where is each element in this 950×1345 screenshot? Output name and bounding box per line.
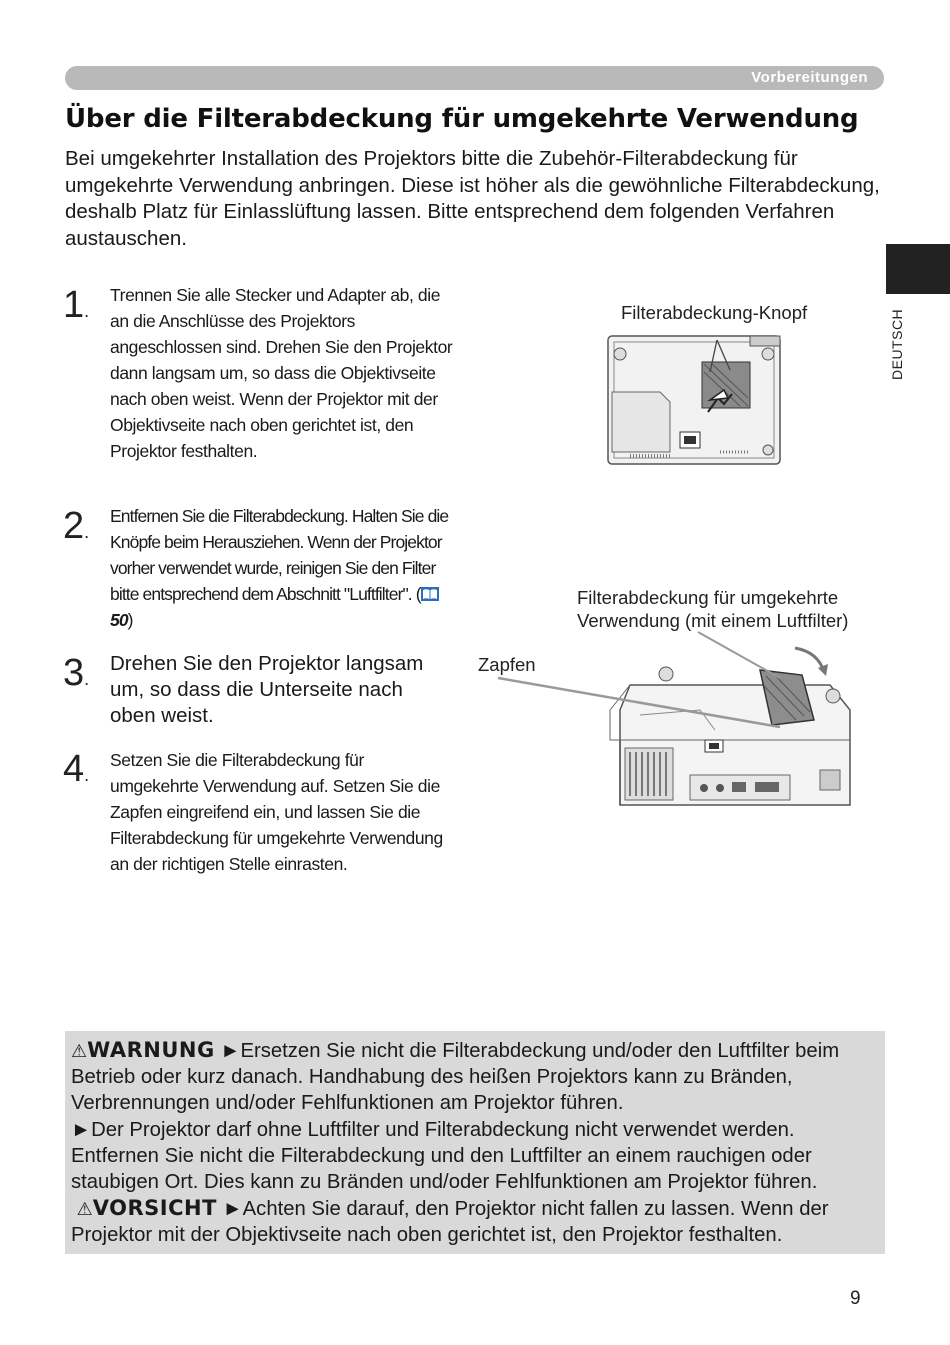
section-label: Vorbereitungen (751, 69, 868, 86)
pointer-icon: ► (222, 1198, 243, 1221)
step-number: 2. (63, 505, 90, 547)
reverse-cover-label-2: Verwendung (mit einem Luftfilter) (577, 610, 849, 631)
pointer-icon: ► (220, 1040, 241, 1062)
caution-label: VORSICHT (92, 1196, 217, 1221)
warning-text: ⚠WARNUNG ►Ersetzen Sie nicht die Filterabdeckung und/oder den Luftfilter beim Betrieb oder kurz danach. Handhabung des heißen Projektors kann zu Bränden, Verbrennungen und/oder Fehlfunktionen am Projektor führen. ►Der Projektor darf ohne Luftfilter und Filterabdeckung nicht verwendet werden. Entfernen Sie nicht die Filterabdeckung und den Luftfilter an einem rauchigen oder staubigen Ort. Dies kann zu Bränden und/oder Fehlfunktionen am Projektor führen. ⚠VORSICHT ►Achten Sie darauf, den Projektor nicht fallen zu lassen. Wenn der Projektor mit der Objektivseite nach oben gerichtet ist, den Projektor festhalten. (71, 1038, 840, 1247)
step-text: Entfernen Sie die Filterabdeckung. Halten Sie die Knöpfe beim Herausziehen. Wenn der Projektor vorher verwendet wurde, reinigen Sie den Filter bitte entsprechend dem Abschnitt "Luftfilter". (50) (110, 506, 449, 630)
page-title: Über die Filterabdeckung für umgekehrte Verwendung (65, 104, 859, 134)
tab-label: Zapfen (478, 654, 536, 675)
step-number: 3. (63, 652, 90, 694)
reverse-cover-label-1: Filterabdeckung für umgekehrte (577, 587, 839, 608)
step-text: Trennen Sie alle Stecker und Adapter ab, die an die Anschlüsse des Projektors angeschlossen sind. Drehen Sie den Projektor dann langsam um, so dass die Objektivseite nach oben weist. Wenn der Projektor mit der Objektivseite nach oben gerichtet ist, den Projektor festhalten. (110, 285, 453, 461)
intro-paragraph: Bei umgekehrter Installation des Projektors bitte die Zubehör-Filterabdeckung für umgekehrte Verwendung anbringen. Diese ist höher als die gewöhnliche Filterabdeckung, deshalb Platz für Einlasslüftung lassen. Bitte entsprechend dem folgenden Verfahren austauschen. (65, 147, 880, 250)
warning-triangle-icon: ⚠ (71, 1041, 88, 1061)
pointer-icon: ► (71, 1118, 92, 1141)
book-icon (421, 587, 439, 601)
projector-reverse-cover-illustration (480, 630, 870, 815)
language-label: DEUTSCH (889, 308, 905, 380)
language-tab (886, 244, 950, 294)
knob-label: Filterabdeckung-Knopf (621, 302, 808, 323)
section-header-bar (65, 66, 884, 90)
step-number-value: 1 (63, 284, 85, 326)
step-text: Drehen Sie den Projektor langsam um, so dass die Unterseite nach oben weist. (110, 652, 424, 727)
caution-triangle-icon: ⚠ (76, 1199, 93, 1220)
warning-label: WARNUNG (87, 1038, 215, 1062)
projector-bottom-illustration (600, 322, 790, 467)
step-number: 4. (63, 748, 90, 790)
page-number: 9 (850, 1288, 861, 1309)
page-reference[interactable]: 50 (110, 610, 128, 630)
warning-box (65, 1031, 885, 1254)
step-text: Setzen Sie die Filterabdeckung für umgekehrte Verwendung auf. Setzen Sie die Zapfen eingreifend ein, und lassen Sie die Filterabdeckung für umgekehrte Verwendung an der richtigen Stelle einrasten. (110, 750, 443, 874)
step-number: 1. (63, 284, 90, 326)
